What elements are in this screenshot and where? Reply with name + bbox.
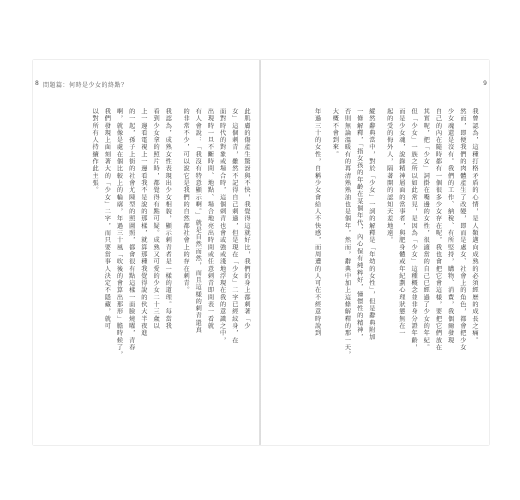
text-column: 年過三十的女性，自稱少女會給人不快感，而周遭的人可在不經意時說到 [313, 108, 321, 337]
page-number: 8 [35, 80, 39, 87]
right-text-body [273, 108, 477, 413]
text-column: 否則無論溫暖有的再清熟熟油也是個年，然而，辭典中加上這條解釋的那一天， [343, 108, 351, 359]
running-head: 問題篇：何時是少女的終點？ [43, 82, 128, 89]
right-page [261, 60, 489, 445]
text-column: 女」這個刺青，雖然不記得自己刺過，但是現在「少女」二字已經紋身，在 [230, 108, 238, 344]
text-column: 的非常不少，可以說它是我們的自然都社會上的存在刺青。 [182, 108, 190, 294]
page-number: 9 [483, 80, 487, 87]
text-column: 面對時代的對象或場合時，這個刺青也會或強或淺地浮現在我的意識之中， [218, 108, 226, 344]
text-column: 但「少女」一族之所以如此常見，是因為「少女」這種概念並非身分證年齡， [410, 108, 418, 352]
text-column: 以對所有人持續作此主張。 [91, 108, 99, 194]
text-column: 而是少女魂，說錄精神層面的當事者，與肥身體或年紀劃心理狀態無在一 [397, 108, 405, 337]
text-column: 起的受的侮外人，隔著開的認知天差地遠。 [385, 108, 393, 244]
text-column: 其實呢，把「少女」詞掛在嘴邊的女性，很適當的自己已經過了少女的年紀。 [422, 108, 430, 352]
text-column: 一條解釋，「指女孩的年齡在某個年代，內心保有純粹好，憧憬性的精神， [355, 108, 363, 341]
text-column: 我們發現上面刻著大的「少女」二字，而只要當事人決定不隱藏，就可 [103, 108, 111, 330]
left-text-body [45, 108, 249, 413]
text-column: 看到少女拿的照片時，都覺得有點可疑。成熟又可愛的少女二十三歲以 [152, 108, 160, 330]
text-column: 有人會說：「我沒有特意顯示啊。」就是自然而然，而且這樣的刺青還真 [194, 108, 202, 334]
text-column: 出現時一旦不斷時間、地點、場合地亮出時間或任意刺青即間表一看就 [206, 108, 214, 330]
text-column: 大概不會到來。 [331, 108, 339, 159]
text-column: 然而，即便我們的肉體產生了改變，即而是處女、社會上的角色，都會把少女 [458, 108, 466, 352]
text-column: 啊，就像是處在個比較上的輪廓，年過三十風「吹後的會算出那形」膽時候了， [115, 108, 123, 359]
text-column: 我曾認為，這種打格矛盾的心情，是人類邁向成熟的必須經歷的成長之痛。 [471, 108, 478, 344]
text-column: 此肌膚的傷產生驚訝與不快，我覺得這就好比，我們的身上都刺著「少 [243, 108, 250, 330]
text-column: 自己的內在隨時都有一個很多少女存在呢，我也會把它會這樣，要把它們放在 [434, 108, 442, 352]
text-column: 縱然辭典當中，對於「少女」一詞的解釋是「年幼的女性」，但是辭典附加 [367, 108, 375, 341]
text-column: 少女魂還是沒有。我們的工作、納稅、有所堅持，購物、消費，我偶爾發現 [446, 108, 454, 344]
left-page [33, 60, 261, 445]
text-column: 的一起，孫子上街的社會尤陳型的照圖照，都會很有點這樣一面臉燒曜，青春 [127, 108, 135, 352]
text-column: 我認為，成熟女性表現出少女相貌，顯示刺青者是一樣的道理。每當我 [164, 108, 172, 330]
text-column: 上一邊看電視上一邊看我不是說的那樣，就算那種我覺得說的伙大半夜進 [139, 108, 147, 337]
